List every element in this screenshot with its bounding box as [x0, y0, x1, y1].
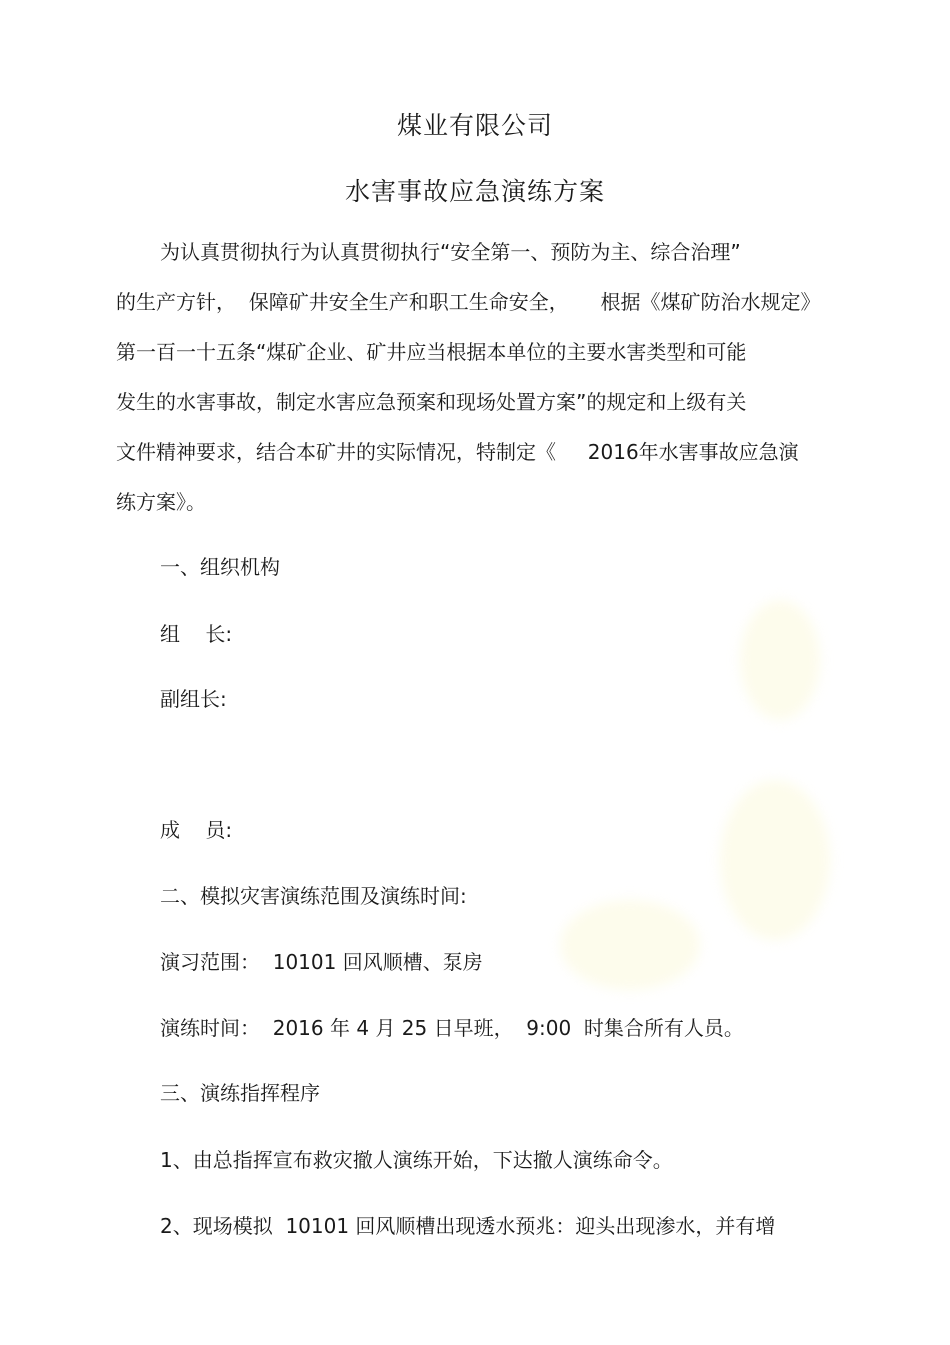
background-stain	[720, 780, 830, 940]
section-2-heading: 二、模拟灾害演练范围及演练时间:	[160, 884, 467, 908]
background-stain	[740, 600, 820, 720]
section-1-heading: 一、组织机构	[160, 555, 280, 579]
leader-label: 组 长:	[160, 622, 233, 646]
section-3-heading: 三、演练指挥程序	[160, 1081, 320, 1105]
procedure-step-2: 2、现场模拟 10101 回风顺槽出现透水预兆：迎头出现渗水，并有增	[160, 1214, 776, 1238]
deputy-leader-label: 副组长:	[160, 687, 227, 711]
members-label: 成 员:	[160, 818, 233, 842]
intro-line-5: 文件精神要求，结合本矿井的实际情况，特制定《 2016年水害事故应急演	[116, 440, 799, 464]
background-stain	[560, 900, 700, 990]
drill-scope: 演习范围： 10101 回风顺槽、泵房	[160, 950, 483, 974]
intro-line-4: 发生的水害事故，制定水害应急预案和现场处置方案”的规定和上级有关	[116, 390, 747, 414]
document-title: 水害事故应急演练方案	[344, 177, 605, 206]
procedure-step-1: 1、由总指挥宣布救灾撤人演练开始，下达撤人演练命令。	[160, 1148, 673, 1172]
company-title: 煤业有限公司	[396, 111, 553, 140]
intro-line-1: 为认真贯彻执行为认真贯彻执行“安全第一、预防为主、综合治理”	[160, 240, 741, 264]
intro-line-6: 练方案》。	[116, 490, 206, 514]
intro-line-3: 第一百一十五条“煤矿企业、矿井应当根据本单位的主要水害类型和可能	[116, 340, 747, 364]
drill-time: 演练时间： 2016 年 4 月 25 日早班， 9:00 时集合所有人员。	[160, 1016, 744, 1040]
intro-line-2: 的生产方针， 保障矿井安全生产和职工生命安全， 根据《煤矿防治水规定》	[116, 290, 821, 314]
